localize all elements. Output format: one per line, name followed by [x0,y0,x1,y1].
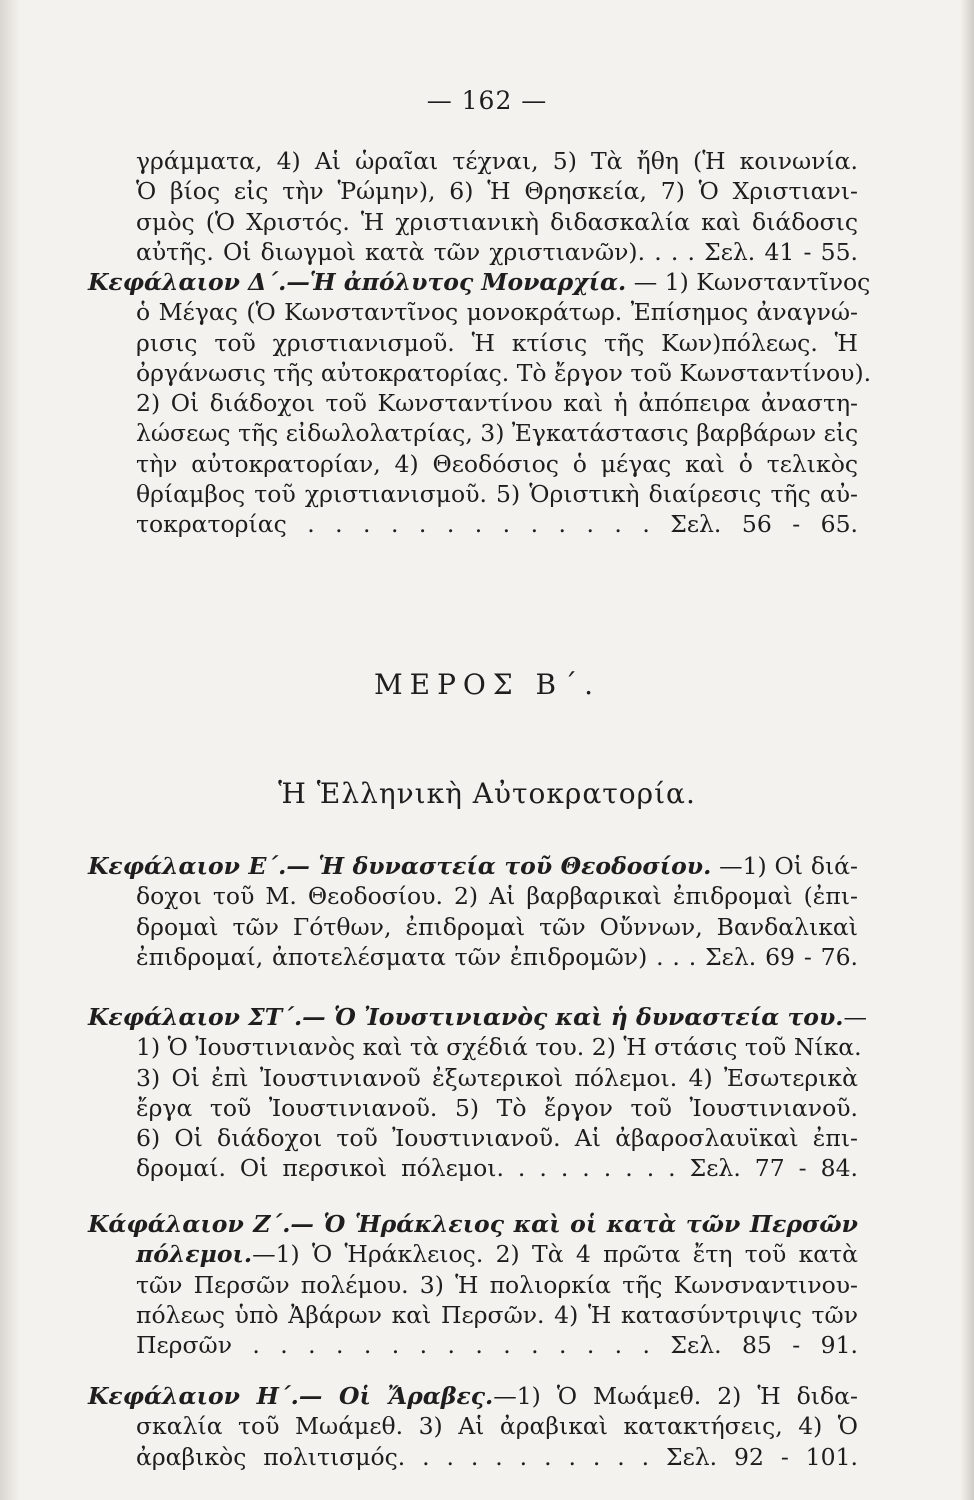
toc-entry-chapter-st [88,1002,867,1184]
text-line: ἔργα τοῦ Ἰουστινιανοῦ. 5) Τὸ ἔργον τοῦ Ἰουστινιανοῦ. [136,1093,858,1122]
page-edge-shadow-left [0,0,20,1500]
text-fragment: —1) Οἱ διά- [719,852,858,880]
part-title: ΜΕΡΟΣ Β΄. [373,668,601,701]
text-line: σμὸς (Ὁ Χριστός. Ἡ χριστιανικὴ διδασκαλία καὶ διάδοσις [136,207,858,236]
text-line: δοχοι τοῦ Μ. Θεοδοσίου. 2) Αἱ βαρβαρικαὶ ἐπιδρομαὶ (ἐπι- [136,882,858,911]
chapter-heading-line [88,1381,858,1411]
chapter-heading: Κεφάλαιον Δ΄.—Ἡ ἀπόλυτος Μοναρχία. [88,268,627,296]
text-line: ὀργάνωσις τῆς αὐτοκρατορίας. Τὸ ἔργον τοῦ Κωνσταντίνου). [136,358,872,387]
page-number: — 162 — [426,86,548,115]
text-line: 6) Οἱ διάδοχοι τοῦ Ἰουστινιανοῦ. Αἱ ἀβαροσλαυϊκαὶ ἐπι- [136,1124,858,1153]
text-line: 1) Ὁ Ἰουστινιανὸς καὶ τὰ σχέδιά του. 2) Ἡ στάσις τοῦ Νίκα. [136,1033,862,1062]
toc-entry-chapter-h [88,1381,858,1472]
toc-entry-chapter-e [88,851,858,972]
chapter-heading: Κάφάλαιον Ζ΄.— Ὁ Ἡράκλειος καὶ οἱ κατὰ τῶν Περσῶν [88,1210,858,1238]
text-line: ἀραβικὸς πολιτισμός. . . . . . . . . . . Σελ. 92 - 101. [136,1442,858,1471]
toc-entry-chapter-z [88,1209,858,1360]
chapter-heading-line [88,1002,867,1032]
text-line: τῶν Περσῶν πολέμου. 3) Ἡ πολιορκία τῆς Κωνσναντινου- [136,1270,858,1299]
text-line: ἐπιδρομαί, ἀποτελέσματα τῶν ἐπιδρομῶν) . . . Σελ. 69 - 76. [136,942,858,971]
text-line: Περσῶν . . . . . . . . . . . . . . . Σελ. 85 - 91. [136,1331,858,1360]
text-line: ρισις τοῦ χριστιανισμοῦ. Ἡ κτίσις τῆς Κων)πόλεως. Ἡ [136,328,858,357]
text-line: αὐτῆς. Οἱ διωγμοὶ κατὰ τῶν χριστιανῶν). . . . Σελ. 41 - 55. [136,237,858,266]
text-line: ὁ Μέγας (Ὁ Κωνσταντῖνος μονοκράτωρ. Ἐπίσημος ἀναγνώ- [136,298,858,327]
text-line: δρομαὶ τῶν Γότθων, ἐπιδρομαὶ τῶν Οὔννων, Βανδαλικαὶ [136,912,858,941]
text-line: πόλεως ὑπὸ Ἀβάρων καὶ Περσῶν. 4) Ἡ κατασύντριψις τῶν [136,1300,858,1329]
chapter-heading: Κεφάλαιον Η΄.— Οἱ Ἄραβες. [88,1382,494,1410]
page-edge-shadow-right [960,0,974,1500]
chapter-heading-line [88,851,858,881]
text-line: 2) Οἱ διάδοχοι τοῦ Κωνσταντίνου καὶ ἡ ἀπόπειρα ἀναστη- [136,389,858,418]
chapter-heading: Κεφάλαιον ΣΤ΄.— Ὁ Ἰουστινιανὸς καὶ ἡ δυναστεία του. [88,1003,844,1031]
text-fragment: —1) Ὁ Μωάμεθ. 2) Ἡ διδα- [493,1382,858,1410]
chapter-heading-line [88,267,871,297]
text-line: σκαλία τοῦ Μωάμεθ. 3) Αἱ ἀραβικαὶ κατακτήσεις, 4) Ὁ [136,1412,858,1441]
text-line: θρίαμβος τοῦ χριστιανισμοῦ. 5) Ὁριστικὴ διαίρεσις τῆς αὐ- [136,480,858,509]
text-fragment: — 1) Κωνσταντῖνος [633,268,871,296]
text-line: δρομαί. Οἱ περσικοὶ πόλεμοι. . . . . . . . . Σελ. 77 - 84. [136,1154,858,1183]
section-title: Ἡ Ἑλληνικὴ Αὐτοκρατορία. [278,777,696,810]
text-line: γράμματα, 4) Αἱ ὡραῖαι τέχναι, 5) Τὰ ἤθη (Ἡ κοινωνία. [136,147,858,175]
text-fragment: — [843,1003,867,1031]
text-line: λώσεως τῆς εἰδωλολατρίας, 3) Ἐγκατάστασις βαρβάρων εἰς [136,419,859,448]
text-fragment: —1) Ὁ Ἡράκλειος. 2) Τὰ 4 πρῶτα ἔτη τοῦ κατὰ [252,1240,858,1269]
chapter-heading-continuation: πόλεμοι. [136,1240,253,1269]
text-line: 3) Οἱ ἐπὶ Ἰουστινιανοῦ ἐξωτερικοὶ πόλεμοι. 4) Ἐσωτερικὰ [136,1063,858,1092]
text-line: τοκρατορίας . . . . . . . . . . . . . Σελ. 56 - 65. [136,510,858,539]
chapter-heading: Κεφάλαιον Ε΄.— Ἡ δυναστεία τοῦ Θεοδοσίου. [88,852,712,880]
text-line: τὴν αὐτοκρατορίαν, 4) Θεοδόσιος ὁ μέγας καὶ ὁ τελικὸς [136,449,858,478]
chapter-heading-line [88,1239,858,1269]
toc-continuation [88,146,858,267]
text-line: Ὁ βίος εἰς τὴν Ῥώμην), 6) Ἡ Θρησκεία, 7) Ὁ Χριστιανι- [136,177,858,206]
toc-entry-chapter-d [88,267,872,540]
